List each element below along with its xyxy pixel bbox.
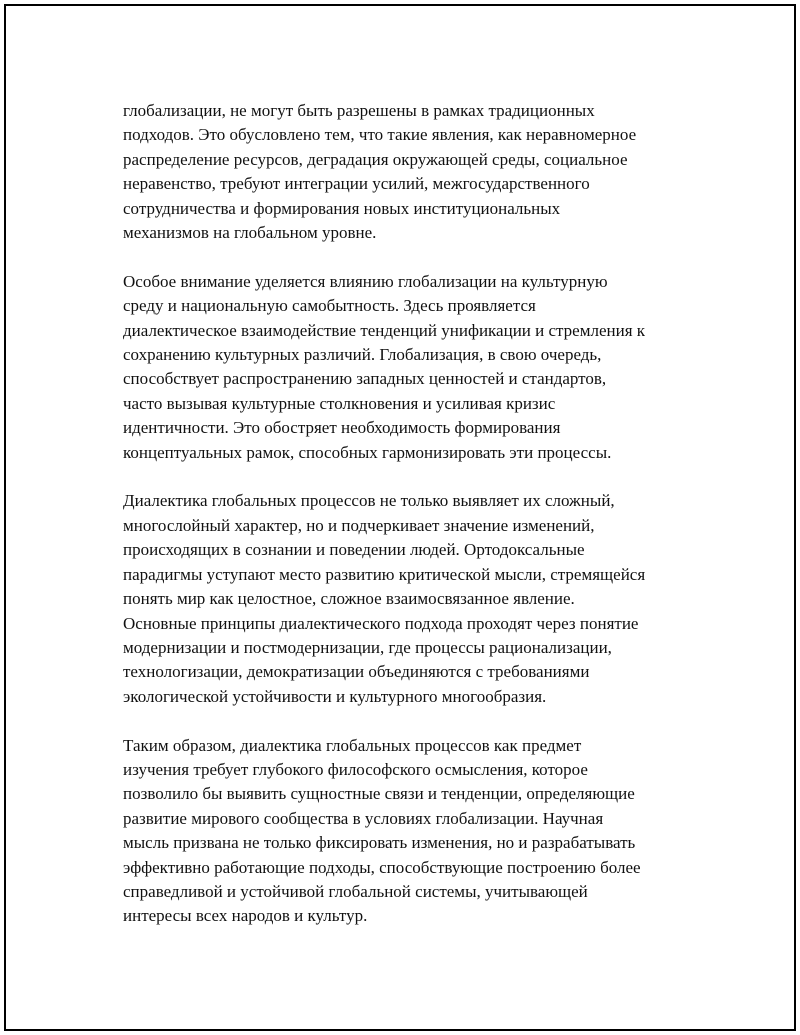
- text-line: развитие мирового сообщества в условиях глобализации. Научная: [123, 808, 604, 828]
- text-line: изучения требует глубокого философского осмысления, которое: [123, 759, 588, 779]
- page-frame: [4, 4, 796, 1031]
- text-line: интересы всех народов и культур.: [123, 906, 368, 926]
- text-line: позволило бы выявить сущностные связи и тенденции, определяющие: [123, 784, 635, 804]
- text-line: подходов. Это обусловлено тем, что такие явления, как неравномерное: [123, 125, 637, 145]
- text-line: понять мир как целостное, сложное взаимосвязанное явление.: [123, 589, 575, 609]
- text-line: идентичности. Это обостряет необходимость формирования: [123, 418, 561, 438]
- text-line: происходящих в сознании и поведении людей. Ортодоксальные: [123, 540, 585, 560]
- text-line: Основные принципы диалектического подхода проходят через понятие: [123, 613, 639, 633]
- text-line: концептуальных рамок, способных гармонизировать эти процессы.: [123, 442, 612, 462]
- text-line: технологизации, демократизации объединяются с требованиями: [123, 662, 590, 682]
- text-line: парадигмы уступают место развитию критической мысли, стремящейся: [123, 564, 646, 584]
- text-line: модернизации и постмодернизации, где процессы рационализации,: [123, 637, 612, 657]
- text-line: сохранению культурных различий. Глобализация, в свою очередь,: [123, 345, 602, 365]
- text-line: диалектическое взаимодействие тенденций унификации и стремления к: [123, 320, 646, 340]
- text-line: часто вызывая культурные столкновения и усиливая кризис: [123, 393, 556, 413]
- document-body: [123, 99, 723, 953]
- text-line: Диалектика глобальных процессов не только выявляет их сложный,: [123, 491, 615, 511]
- text-line: глобализации, не могут быть разрешены в рамках традиционных: [123, 101, 595, 120]
- text-line: Таким образом, диалектика глобальных процессов как предмет: [123, 735, 582, 755]
- text-line: эффективно работающие подходы, способствующие построению более: [123, 857, 641, 877]
- text-line: мысль призвана не только фиксировать изменения, но и разрабатывать: [123, 833, 636, 853]
- text-line: экологической устойчивости и культурного многообразия.: [123, 686, 547, 706]
- paragraph-4: [123, 734, 723, 929]
- text-line: сотрудничества и формирования новых институциональных: [123, 198, 561, 218]
- text-line: многослойный характер, но и подчеркивает значение изменений,: [123, 515, 595, 535]
- text-line: способствует распространению западных ценностей и стандартов,: [123, 369, 607, 389]
- text-line: среду и национальную самобытность. Здесь проявляется: [123, 296, 536, 316]
- text-line: Особое внимание уделяется влиянию глобализации на культурную: [123, 271, 608, 291]
- paragraph-1: [123, 99, 723, 245]
- text-line: механизмов на глобальном уровне.: [123, 223, 377, 243]
- text-line: распределение ресурсов, деградация окружающей среды, социальное: [123, 149, 628, 169]
- text-line: справедливой и устойчивой глобальной системы, учитывающей: [123, 881, 588, 901]
- paragraph-2: [123, 270, 723, 465]
- paragraph-3: [123, 489, 723, 709]
- text-line: неравенство, требуют интеграции усилий, межгосударственного: [123, 174, 590, 194]
